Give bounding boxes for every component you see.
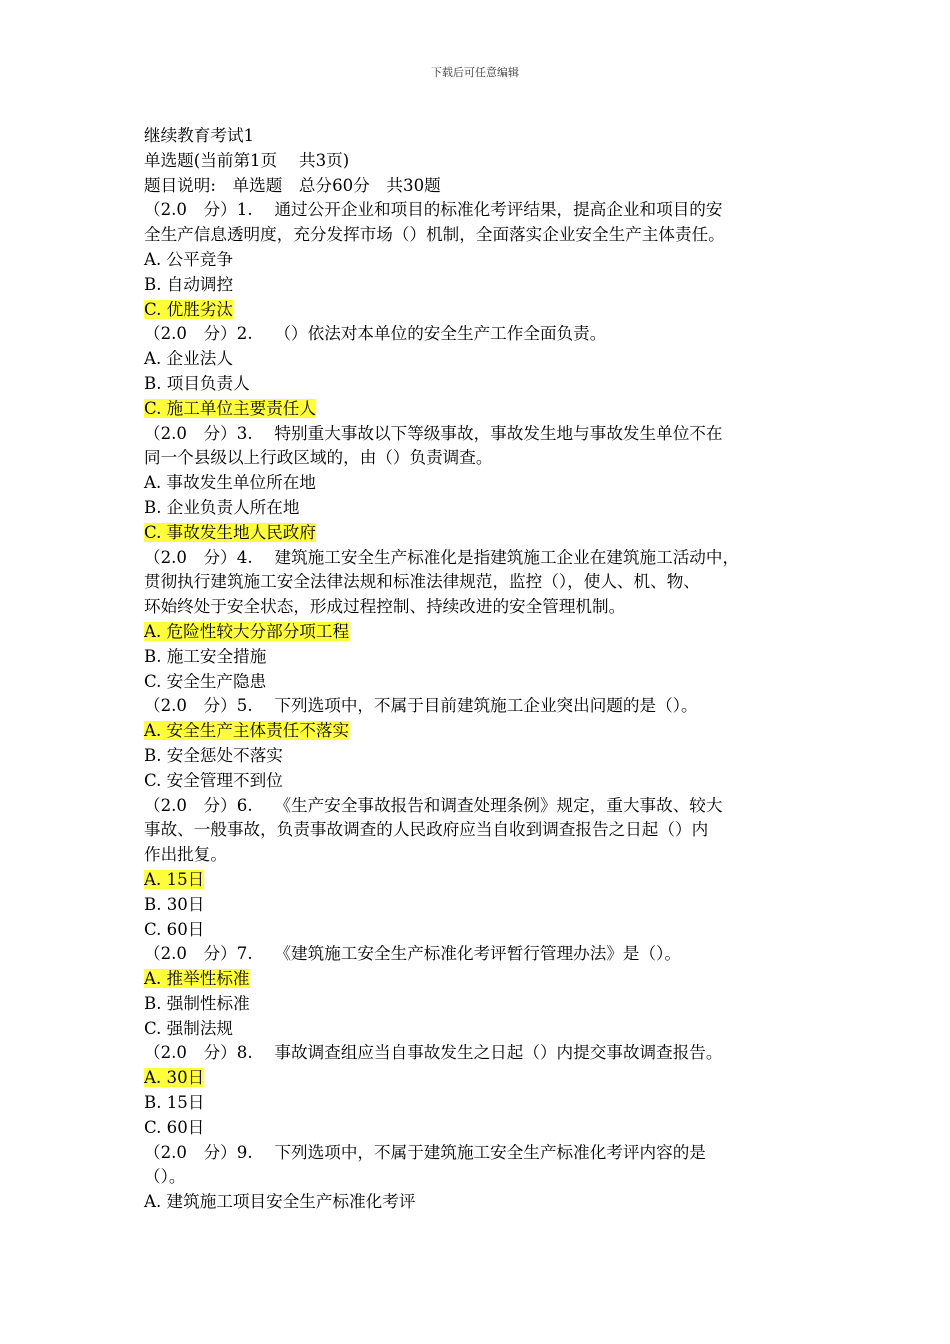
text-line bbox=[144, 744, 816, 769]
highlighted-answer-text: A. 危险性较大分部分项工程 bbox=[144, 621, 350, 641]
text-line bbox=[144, 1017, 816, 1042]
text-line bbox=[144, 1165, 816, 1190]
answer-line bbox=[144, 397, 816, 422]
answer-line bbox=[144, 967, 816, 992]
text-line bbox=[144, 174, 816, 199]
text-line bbox=[144, 372, 816, 397]
answer-line bbox=[144, 298, 816, 323]
highlighted-answer-text: A. 30日 bbox=[144, 1068, 205, 1088]
line-text: （2.0 分）9. 下列选项中，不属于建筑施工安全生产标准化考评内容的是 bbox=[144, 1142, 706, 1162]
line-text: C. 安全生产隐患 bbox=[144, 671, 267, 691]
text-line bbox=[144, 645, 816, 670]
text-line bbox=[144, 446, 816, 471]
line-text: B. 安全惩处不落实 bbox=[144, 745, 283, 765]
text-line bbox=[144, 223, 816, 248]
text-line bbox=[144, 273, 816, 298]
text-line bbox=[144, 694, 816, 719]
line-text: B. 项目负责人 bbox=[144, 373, 250, 393]
text-line bbox=[144, 347, 816, 372]
line-text: 单选题(当前第1页 共3页) bbox=[144, 150, 350, 170]
line-text: 环始终处于安全状态，形成过程控制、持续改进的安全管理机制。 bbox=[144, 597, 626, 617]
line-text: 作出批复。 bbox=[144, 845, 227, 865]
line-text: B. 企业负责人所在地 bbox=[144, 497, 300, 517]
line-text: 事故、一般事故，负责事故调查的人民政府应当自收到调查报告之日起（）内 bbox=[144, 820, 709, 840]
text-line bbox=[144, 1091, 816, 1116]
line-text: C. 60日 bbox=[144, 919, 205, 939]
line-text: （2.0 分）7. 《建筑施工安全生产标准化考评暂行管理办法》是（）。 bbox=[144, 944, 682, 964]
page-header: 下载后可任意编辑 bbox=[431, 66, 519, 79]
highlighted-answer-text: C. 施工单位主要责任人 bbox=[144, 398, 316, 418]
answer-line bbox=[144, 521, 816, 546]
document-body bbox=[144, 124, 816, 1215]
answer-line bbox=[144, 1066, 816, 1091]
line-text: （2.0 分）1. 通过公开企业和项目的标准化考评结果，提高企业和项目的安 bbox=[144, 200, 723, 220]
line-text: （2.0 分）6. 《生产安全事故报告和调查处理条例》规定，重大事故、较大 bbox=[144, 795, 723, 815]
answer-line bbox=[144, 620, 816, 645]
line-text: B. 15日 bbox=[144, 1093, 205, 1113]
line-text: 贯彻执行建筑施工安全法律法规和标准法律规范，监控（），使人、机、物、 bbox=[144, 572, 700, 592]
line-text: A. 事故发生单位所在地 bbox=[144, 473, 316, 493]
highlighted-answer-text: C. 优胜劣汰 bbox=[144, 299, 234, 319]
line-text: 同一个县级以上行政区域的，由（）负责调查。 bbox=[144, 448, 493, 468]
text-line bbox=[144, 1041, 816, 1066]
line-text: 继续教育考试1 bbox=[144, 126, 255, 145]
text-line bbox=[144, 893, 816, 918]
text-line bbox=[144, 769, 816, 794]
line-text: B. 30日 bbox=[144, 894, 205, 914]
text-line bbox=[144, 670, 816, 695]
highlighted-answer-text: A. 15日 bbox=[144, 869, 205, 889]
text-line bbox=[144, 422, 816, 447]
line-text: （2.0 分）5. 下列选项中，不属于目前建筑施工企业突出问题的是（）。 bbox=[144, 696, 698, 716]
line-text: C. 安全管理不到位 bbox=[144, 770, 283, 790]
answer-line bbox=[144, 868, 816, 893]
text-line bbox=[144, 322, 816, 347]
text-line bbox=[144, 1141, 816, 1166]
line-text: （2.0 分）4. 建筑施工安全生产标准化是指建筑施工企业在建筑施工活动中， bbox=[144, 547, 740, 567]
line-text: 全生产信息透明度，充分发挥市场（）机制，全面落实企业安全生产主体责任。 bbox=[144, 225, 725, 245]
text-line bbox=[144, 496, 816, 521]
text-line bbox=[144, 794, 816, 819]
line-text: B. 施工安全措施 bbox=[144, 646, 267, 666]
highlighted-answer-text: C. 事故发生地人民政府 bbox=[144, 522, 316, 542]
line-text: A. 建筑施工项目安全生产标准化考评 bbox=[144, 1192, 416, 1212]
line-text: 题目说明: 单选题 总分60分 共30题 bbox=[144, 175, 441, 195]
line-text: （）。 bbox=[144, 1167, 186, 1187]
highlighted-answer-text: A. 安全生产主体责任不落实 bbox=[144, 721, 350, 741]
answer-line bbox=[144, 719, 816, 744]
text-line bbox=[144, 843, 816, 868]
text-line bbox=[144, 942, 816, 967]
text-line bbox=[144, 149, 816, 174]
text-line bbox=[144, 546, 816, 571]
line-text: A. 企业法人 bbox=[144, 349, 233, 369]
text-line bbox=[144, 570, 816, 595]
text-line bbox=[144, 1116, 816, 1141]
highlighted-answer-text: A. 推举性标准 bbox=[144, 969, 250, 989]
line-text: C. 60日 bbox=[144, 1117, 205, 1137]
line-text: （2.0 分）8. 事故调查组应当自事故发生之日起（）内提交事故调查报告。 bbox=[144, 1043, 723, 1063]
text-line bbox=[144, 471, 816, 496]
line-text: C. 强制法规 bbox=[144, 1018, 234, 1038]
text-line bbox=[144, 1190, 816, 1215]
line-text: （2.0 分）2. （）依法对本单位的安全生产工作全面负责。 bbox=[144, 324, 607, 344]
line-text: A. 公平竞争 bbox=[144, 249, 233, 269]
text-line bbox=[144, 918, 816, 943]
line-text: B. 强制性标准 bbox=[144, 993, 250, 1013]
text-line bbox=[144, 595, 816, 620]
text-line bbox=[144, 124, 816, 149]
text-line bbox=[144, 198, 816, 223]
text-line bbox=[144, 818, 816, 843]
text-line bbox=[144, 992, 816, 1017]
line-text: （2.0 分）3. 特别重大事故以下等级事故，事故发生地与事故发生单位不在 bbox=[144, 423, 723, 443]
line-text: B. 自动调控 bbox=[144, 274, 234, 294]
text-line bbox=[144, 248, 816, 273]
